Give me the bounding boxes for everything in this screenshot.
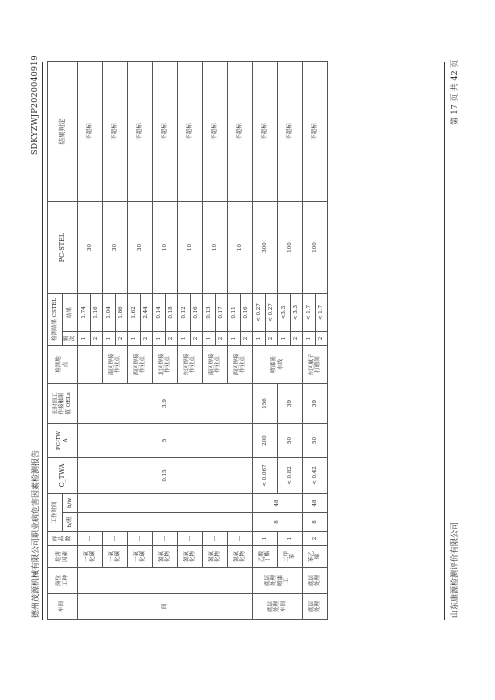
col-pcstel: PC-STEL [48,201,78,293]
cell-hazard: 氮氧 化物 [228,546,253,568]
cell-h-week [78,493,253,512]
cell-judge: 不超标 [253,61,278,201]
cell-pctwa: 5 [78,423,253,457]
table-row [153,61,166,619]
col-worktime: 工作时间 [48,493,63,531]
page-number: 第 17 页 共 42 页 [450,59,459,125]
col-freq: 频 次 [63,331,78,345]
cell-location: 东区焊接 作业点 [178,345,203,383]
cell-pcstel: 300 [253,201,278,293]
cell-pcstel: 10 [153,201,178,293]
cell-samples: 1 [278,532,303,546]
cell-hazard: 二甲 苯 [278,546,303,568]
cell-workshop: 间 [78,594,253,620]
cell-freq: 2 [165,331,178,345]
cell-hazard: 氮氧 化物 [153,546,178,568]
cell-result: < 0.27 [253,293,266,331]
cell-samples: — [203,532,228,546]
cell-hazard: 一氧 化碳 [128,546,153,568]
company-name: 山东康源检测评价有限公司 [450,522,459,618]
cell-result: < 1.7 [315,293,328,331]
cell-freq: 1 [153,331,166,345]
cell-h-shift [78,513,253,532]
cell-samples: — [178,532,203,546]
cell-freq: 2 [90,331,103,345]
cell-hazard: 氮氧 化物 [178,546,203,568]
cell-pcstel: 30 [78,201,103,293]
cell-freq: 2 [290,331,303,345]
table-row [253,61,266,619]
cell-pcstel: 30 [103,201,128,293]
cell-result: <3.3 [278,293,291,331]
cell-samples: — [103,532,128,546]
cell-freq: 2 [115,331,128,345]
cell-judge: 不超标 [228,61,253,201]
cell-location: 南区焊接 作业点 [203,345,228,383]
cell-ctwa: < 0.82 [278,457,303,493]
table-row [103,61,116,619]
cell-h-week: 48 [303,493,328,512]
col-workshop: 车间 [48,594,78,620]
cell-post: 底层 处理 [303,568,328,594]
cell-judge: 不超标 [128,61,153,201]
cell-result: 1.04 [103,293,116,331]
cell-result: 0.16 [240,293,253,331]
cell-freq: 1 [103,331,116,345]
cell-hazard: 氮氧 化物 [203,546,228,568]
cell-judge: 不超标 [203,61,228,201]
cell-freq: 2 [240,331,253,345]
cell-judge: 不超标 [78,61,103,201]
cell-hazard: 苯乙 烯 [303,546,328,568]
cell-freq: 2 [265,331,278,345]
cell-freq: 1 [178,331,191,345]
col-hazard: 危害 因素 [48,546,78,568]
cell-location [78,345,103,383]
table-row [178,61,191,619]
cell-result: 0.14 [153,293,166,331]
col-samples: 样 品 数 [48,532,78,546]
col-post: 岗位 工种 [48,568,78,594]
cell-freq: 2 [140,331,153,345]
cell-h-shift: 8 [253,513,303,532]
cell-samples: — [78,532,103,546]
header-rule [42,62,43,620]
cell-judge: 不超标 [303,61,328,201]
cell-freq: 2 [315,331,328,345]
cell-result: 1.74 [78,293,91,331]
report-number: SDKYZWJP2020040919 [30,55,39,155]
cell-pctwa: 200 [253,423,278,457]
cell-result: 0.11 [228,293,241,331]
cell-result: 0.16 [190,293,203,331]
cell-freq: 1 [78,331,91,345]
cell-samples: — [153,532,178,546]
cell-oel: 156 [253,383,278,423]
cell-pctwa: 50 [303,423,328,457]
col-judge: 结果判定 [48,61,78,201]
cell-freq: 2 [190,331,203,345]
cell-freq: 1 [278,331,291,345]
cell-result: < 0.27 [265,293,278,331]
cell-workshop: 底层 处理 [303,594,328,620]
cell-samples: 2 [303,532,328,546]
cell-judge: 不超标 [278,61,303,201]
cell-freq: 2 [215,331,228,345]
col-pctwa: PC-TW A [48,423,78,457]
cell-pctwa: 50 [278,423,303,457]
col-cstel: 检测结果 CSTEL [48,293,63,345]
cell-freq: 1 [253,331,266,345]
cell-location: 西区焊接 作业点 [228,345,253,383]
cell-result: 0.17 [215,293,228,331]
cell-pcstel: 10 [178,201,203,293]
cell-result: 0.18 [165,293,178,331]
col-h-week: h/w [63,493,78,512]
col-ctwa: C_TWA [48,457,78,493]
table-header [48,61,78,619]
table-row [228,61,241,619]
cell-freq: 1 [228,331,241,345]
report-header-title: 德州茂源机械有限公司职业病危害因素检测报告 [31,450,40,618]
cell-pcstel: 10 [228,201,253,293]
table-row [78,61,91,619]
detection-table [47,61,328,620]
cell-oel: 3.9 [78,383,253,423]
cell-freq: 1 [128,331,141,345]
cell-h-week: 48 [253,493,303,512]
cell-samples: — [228,532,253,546]
cell-oel: 39 [278,383,303,423]
cell-result: 1.62 [128,293,141,331]
cell-result: 2.44 [140,293,153,331]
col-location: 检测地 点 [48,345,78,383]
cell-pcstel: 100 [278,201,303,293]
cell-ctwa: < 0.067 [253,457,278,493]
cell-workshop: 底层 处理 车间 [253,594,303,620]
cell-samples: — [128,532,153,546]
cell-hazard: 乙酸 丁酯 [253,546,278,568]
cell-freq: 1 [303,331,316,345]
table-row [278,61,291,619]
cell-pcstel: 100 [303,201,328,293]
col-result: 结果 [63,293,78,331]
cell-hazard: 一氧 化碳 [103,546,128,568]
cell-hazard: 一氧 化碳 [78,546,103,568]
footer-rule [444,62,445,620]
table-row [203,61,216,619]
cell-result: 1.86 [115,293,128,331]
cell-ctwa: 0.15 [78,457,253,493]
cell-location: 东区腻子 打磨间 [303,345,328,383]
cell-result: < 3.3 [290,293,303,331]
table-row [303,61,316,619]
cell-samples: 1 [253,532,278,546]
cell-freq: 1 [203,331,216,345]
cell-judge: 不超标 [178,61,203,201]
cell-result: < 1.7 [303,293,316,331]
cell-location: 喷漆流 水线 [253,345,303,383]
cell-post: 底层 处理 喷漆 工 [253,568,303,594]
cell-pcstel: 10 [203,201,228,293]
cell-judge: 不超标 [103,61,128,201]
cell-ctwa: < 0.42 [303,457,328,493]
cell-h-shift: 8 [303,513,328,532]
cell-result: 1.16 [90,293,103,331]
table-row [128,61,141,619]
cell-result: 0.12 [178,293,191,331]
cell-post [78,568,253,594]
col-oel: 长时间工 作接触限 值 OELs [48,383,78,423]
cell-judge: 不超标 [153,61,178,201]
cell-location: 西区焊接 作业点 [128,345,153,383]
cell-location: 北区焊接 作业点 [153,345,178,383]
cell-pcstel: 30 [128,201,153,293]
cell-result: 0.13 [203,293,216,331]
cell-location: 南区焊接 作业点 [103,345,128,383]
col-h-shift: h/班 [63,513,78,532]
cell-oel: 39 [303,383,328,423]
